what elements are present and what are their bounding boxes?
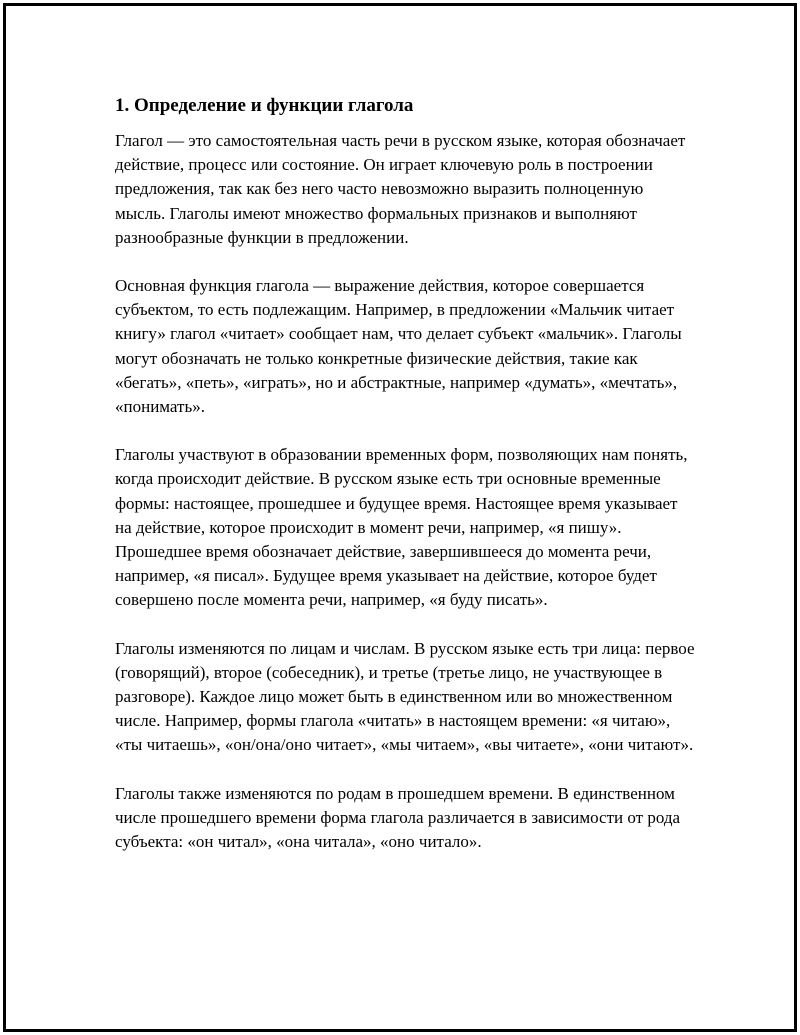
paragraph-main-function: Основная функция глагола — выражение действия, которое совершается субъектом, то есть подлежащим. Например, в предложении «Мальчик читает книгу» глагол «читает» сообщает нам, что делает субъект «мальчик». Глаголы могут обозначать не только конкретные физические действия, такие как «бегать», «петь», «играть», но и абстрактные, например «думать», «мечтать», «понимать». xyxy=(115,276,682,417)
paragraph-verb-definition: Глагол — это самостоятельная часть речи в русском языке, которая обозначает действие, процесс или состояние. Он играет ключевую роль в построении предложения, так как без него часто невозможно выразить полноценную мысль. Глаголы имеют множество формальных признаков и выполняют разнообразные функции в предложении. xyxy=(115,131,686,247)
section-title: 1. Определение и функции глагола xyxy=(115,95,414,116)
paragraph-person-number: Глаголы изменяются по лицам и числам. В русском языке есть три лица: первое (говорящий), второе (собеседник), и третье (третье лицо, не участвующее в разговоре). Каждое лицо может быть в единственном или во множественном числе. Например, формы глагола «читать» в настоящем времени: «я читаю», «ты читаешь», «он/она/оно читает», «мы читаем», «вы читаете», «они читают». xyxy=(115,638,695,755)
paragraph-tense-forms: Глаголы участвуют в образовании временных форм, позволяющих нам понять, когда происходит действие. В русском языке есть три основные временные формы: настоящее, прошедшее и будущее время. Настоящее время указывает на действие, которое происходит в момент речи, например, «я пишу». Прошедшее время обозначает действие, завершившееся до момента речи, например, «я писал». Будущее время указывает на действие, которое будет совершено после момента речи, например, «я буду писать». xyxy=(115,445,688,610)
document-body xyxy=(115,92,695,878)
paragraph-gender: Глаголы также изменяются по родам в прошедшем времени. В единственном числе прошедшего времени форма глагола различается в зависимости от рода субъекта: «он читал», «она читала», «оно читало». xyxy=(115,783,681,852)
